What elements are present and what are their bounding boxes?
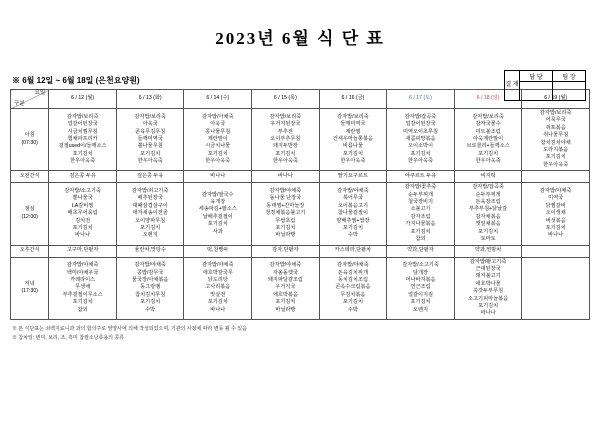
menu-item: 버섯볶음 xyxy=(545,217,566,224)
day-header-1: 6 / 13 (화) xyxy=(116,90,184,109)
menu-item: 무쌈초림 xyxy=(275,217,296,224)
menu-item: 감자밥/야채죽 xyxy=(269,187,302,194)
menu-item: 감자조림 xyxy=(410,213,431,220)
menu-item: 한우아욱죽 xyxy=(543,161,569,168)
menu-cell xyxy=(319,171,387,183)
menu-item: 한우아욱죽 xyxy=(272,158,298,165)
menu-item: 근대된장국 xyxy=(475,265,501,272)
menu-item: 동태찜+간마늘장 xyxy=(266,202,305,209)
row-label-0 xyxy=(11,109,49,171)
menu-item: 콘옥수크림볶음 xyxy=(335,284,371,291)
menu-cell xyxy=(387,257,455,319)
menu-cell xyxy=(49,171,117,183)
menu-item: 감자밥/보리죽 xyxy=(134,113,166,120)
menu-item: 순두부찌개 xyxy=(475,191,501,198)
menu-item: 새콤피망볶음 xyxy=(405,135,436,142)
menu-cell xyxy=(522,257,590,319)
menu-item: 돼지파달걀조림 xyxy=(267,277,303,284)
menu-item: 포기김치 xyxy=(207,221,228,228)
menu-item: 감자밥/꽃추죽 xyxy=(404,184,437,191)
week-range-subtitle: ※ 6월 12일 ~ 6월 18일 (은천요양원) xyxy=(12,76,140,85)
menu-item: 고사리볶음 xyxy=(205,284,231,291)
menu-item: 돼지두반장 xyxy=(272,143,298,150)
menu-item: 애호박나물 xyxy=(475,280,501,287)
menu-item: 햄채파프리카 xyxy=(67,135,98,142)
menu-item: 쥐포볶음 xyxy=(545,124,566,131)
menu-item: 애겨새송이전골 xyxy=(132,210,168,217)
menu-item: 아욱국 xyxy=(142,121,158,128)
menu-cell xyxy=(252,109,320,171)
menu-item: 포기김치 xyxy=(478,302,499,309)
menu-cell xyxy=(319,257,387,319)
menu-item: 닭개장 xyxy=(412,269,429,276)
menu-item: 미역국 xyxy=(548,195,564,202)
menu-item: 떡,찬빵두 xyxy=(207,247,229,254)
menu-item: 참외 xyxy=(415,236,426,243)
menu-item: 돈육장조림 xyxy=(475,199,501,206)
menu-item: 쑥갓두부무침 xyxy=(473,288,504,295)
menu-item: 포기김치 xyxy=(207,150,228,157)
menu-item: 포기김치 xyxy=(478,228,499,235)
menu-item: 순두부찌개 xyxy=(407,191,434,198)
menu-item: 배초무어묶림 xyxy=(67,210,98,217)
menu-item: 감자밥/야채죽 xyxy=(337,187,369,194)
menu-item: 깻잎채볶음 xyxy=(475,221,501,228)
menu-item: 부추전 xyxy=(277,128,293,135)
menu-cell xyxy=(49,245,117,257)
row-label-3 xyxy=(11,245,49,257)
menu-item: 애호박볶음 xyxy=(272,291,298,298)
menu-item: 고구마,단팥자 xyxy=(66,247,99,254)
menu-item: 감자밥/쌀국수 xyxy=(202,191,234,198)
menu-item: 건새우마늘쫑볶음 xyxy=(332,135,373,142)
menu-item: 수박 xyxy=(347,232,358,239)
menu-item: 참치김치무침 xyxy=(135,291,166,298)
menu-cell xyxy=(319,183,387,245)
footnote-1: ※ 참차일: 변미, 보리, 조, 흑미 찹쌀소낭류용의 콩류 xyxy=(12,334,125,341)
menu-item: 오이볶음고기 xyxy=(337,202,368,209)
menu-item: 대패삼겹살구이 xyxy=(132,202,168,209)
menu-item: 오렌지 xyxy=(142,232,158,239)
menu-item: 감자밥/소고기죽 xyxy=(64,187,101,194)
menu-item: 북어무국 xyxy=(342,195,363,202)
menu-item: 감자밥/보리죽 xyxy=(269,113,302,120)
row-label-2 xyxy=(11,183,49,245)
row-label-line1: 점심 xyxy=(24,206,35,213)
menu-item: 김치전 xyxy=(75,217,91,224)
page-title: 2023년 6월 식 단 표 xyxy=(215,29,385,48)
menu-item: 포기김치 xyxy=(478,150,499,157)
menu-item: 자올돌깻국 xyxy=(272,269,298,276)
menu-item: 콩밥/감무국 xyxy=(136,269,164,276)
menu-cell xyxy=(184,257,252,319)
menu-item: 감자밥/보리죽 xyxy=(539,110,572,116)
row-label-4 xyxy=(11,257,49,319)
menu-cell xyxy=(252,245,320,257)
menu-item: 연근조림 xyxy=(410,284,431,291)
menu-item: 감자밥/야채죽 xyxy=(134,262,166,269)
day-header-6: 6 / 18 (일) xyxy=(454,90,522,109)
menu-item: 포기김치 xyxy=(140,224,161,231)
menu-cell xyxy=(49,183,117,245)
menu-item: 토마토 xyxy=(480,236,496,243)
menu-item: 얼갈이지짐 xyxy=(407,291,434,298)
menu-item: 바나나 xyxy=(210,306,226,313)
menu-item: 포기김치 xyxy=(275,150,296,157)
menu-item: 약과,찐밤차 xyxy=(474,247,502,254)
menu-item: 동치김치조림 xyxy=(337,277,368,284)
menu-row-2 xyxy=(11,183,590,245)
menu-item: 포기김치 xyxy=(342,224,363,231)
menu-item: 들깨미역국 xyxy=(340,121,366,128)
menu-item: 율란차,맛탕수 xyxy=(134,247,166,254)
menu-item: 겉절used이/들깨소스 xyxy=(58,143,107,150)
menu-item: 포기김치 xyxy=(410,228,431,235)
menu-cell xyxy=(522,171,590,183)
menu-item: 수박 xyxy=(145,306,156,313)
menu-item: LA갈비찜 xyxy=(71,202,94,209)
menu-row-4 xyxy=(11,257,590,319)
menu-item: 감자밥/보리죽 xyxy=(66,113,99,120)
menu-item: 들깨미역국 xyxy=(137,135,163,142)
menu-item: 포기김치 xyxy=(275,224,296,231)
menu-cell xyxy=(116,171,184,183)
menu-item: 아욱국 xyxy=(210,121,226,128)
menu-item: 비름나물 xyxy=(342,143,363,150)
menu-item: 감자밥/잡곡죽 xyxy=(472,184,504,191)
menu-item: 세송파김+팔소스 xyxy=(198,206,237,213)
menu-item: 감자밥/잡곡죽 xyxy=(404,113,437,120)
menu-item: 물국장/아채볶음 xyxy=(131,277,169,284)
menu-cell xyxy=(252,183,320,245)
menu-item: 오이소박이 xyxy=(407,143,434,150)
row-label-line2: (17:30) xyxy=(21,288,38,295)
approval-label: 결 재 xyxy=(505,71,520,101)
menu-item: 카스테라,단팥차 xyxy=(334,247,372,254)
menu-item: 부추겉절이무소스 xyxy=(62,291,103,298)
menu-item: 백미/야채우국 xyxy=(66,269,99,276)
menu-item: 감자밥/팥고기죽 xyxy=(469,258,507,265)
menu-item: 카레라이스 xyxy=(70,277,96,284)
menu-item: 감자밥/보리죽 xyxy=(472,113,504,120)
day-header-0: 6 / 12 (월) xyxy=(49,90,117,109)
day-header-7: 6 / 19 (월) xyxy=(522,90,590,109)
approval-header-1: 팀 장 xyxy=(553,71,586,82)
menu-item: 바나나 xyxy=(75,232,91,239)
menu-item: 부추부침+닭날갈 xyxy=(469,206,508,213)
menu-item: 검은콩 두유 xyxy=(136,173,164,180)
menu-cell xyxy=(49,257,117,319)
menu-cell xyxy=(454,257,522,319)
menu-item: 취나물무침 xyxy=(543,132,569,139)
approval-header-0: 담 당 xyxy=(520,71,553,82)
menu-item: 날배추겉절이 xyxy=(202,213,233,220)
approval-cell-1 xyxy=(553,82,586,101)
menu-item: 뿐나물국 xyxy=(72,195,93,202)
menu-item: 쫄나물무침 xyxy=(137,143,163,150)
day-header-3: 6 / 15 (목) xyxy=(252,90,320,109)
menu-item: 바나나 xyxy=(277,173,293,180)
menu-item: 오이양파무침 xyxy=(135,217,166,224)
menu-item: 동그랑땡 xyxy=(140,284,161,291)
menu-cell xyxy=(387,109,455,171)
menu-item: 콘육무김무침 xyxy=(135,128,166,135)
menu-item: 시금치나물 xyxy=(205,143,231,150)
menu-item: 한우아욱죽 xyxy=(340,158,366,165)
menu-cell xyxy=(454,109,522,171)
menu-item: 우거지국 xyxy=(275,284,296,291)
footnote-0: ※ 본 식단표는 쇠백지료니과 과의 합의주로 영양사에 의해 작성되었으며, 기관의 사정에 따라 변동 될 수 있음 xyxy=(12,325,247,332)
menu-cell xyxy=(252,171,320,183)
row-label-line1: 아침 xyxy=(24,132,35,139)
row-label-line2: (07:30) xyxy=(21,139,38,146)
menu-item: 감자밥/야채죽 xyxy=(269,262,302,269)
menu-row-0 xyxy=(11,109,590,171)
menu-item: 포기김치 xyxy=(72,150,93,157)
menu-item: 돼지불고기 xyxy=(475,273,501,280)
menu-cell xyxy=(522,183,590,245)
menu-item: 소불고기 xyxy=(410,206,431,213)
menu-item: 포기김치 xyxy=(275,299,296,306)
day-header-5: 6 / 17 (토) xyxy=(387,90,455,109)
menu-item: 소고기피마늘볶음 xyxy=(468,295,509,302)
menu-item: 머나바지볶음 xyxy=(405,277,436,284)
menu-cell xyxy=(184,109,252,171)
weekly-menu-table xyxy=(10,89,590,320)
menu-row-3 xyxy=(11,245,590,257)
row-label-line1: 오전간식 xyxy=(19,173,40,180)
menu-item: 가지나물볶음 xyxy=(405,221,436,228)
row-label-1 xyxy=(11,171,49,183)
menu-item: 포기김치 xyxy=(545,224,566,231)
menu-item: 오이부추무침 xyxy=(270,135,301,142)
menu-item: 청국장비지 xyxy=(407,199,434,206)
menu-item: 감자채볶음 xyxy=(475,213,501,220)
corner-top-label: 요일 xyxy=(34,90,46,96)
menu-item: 바닐라빵 xyxy=(275,306,296,313)
menu-item: 한우아욱죽 xyxy=(407,158,434,165)
menu-item: 감자밥/야채죽 xyxy=(202,262,234,269)
menu-item: 한우아욱죽 xyxy=(475,158,501,165)
menu-item: 감자밥/쇠고기죽 xyxy=(131,187,169,194)
menu-item: 미트볼조림 xyxy=(475,128,501,135)
menu-item: 참나물겉절이 xyxy=(337,210,368,217)
menu-item: 한우아욱죽 xyxy=(70,158,96,165)
menu-cell xyxy=(454,245,522,257)
menu-item: 닭도리탕 xyxy=(207,277,228,284)
menu-item: 닭찜갈비 xyxy=(545,202,566,209)
menu-cell xyxy=(387,171,455,183)
menu-item: 무생채 xyxy=(75,284,91,291)
menu-cell xyxy=(49,109,117,171)
menu-item: 돌나물 난장국 xyxy=(269,195,302,202)
menu-item: 한우아욱죽 xyxy=(205,158,231,165)
menu-item: 청경채볶음불고기 xyxy=(265,210,306,217)
menu-item: 감자밥/보리죽 xyxy=(337,113,369,120)
menu-item: 오이생채 xyxy=(545,210,566,217)
menu-item: 한우아욱죽 xyxy=(137,158,163,165)
menu-item: 아욱계란말이 xyxy=(473,135,504,142)
menu-item: 미역오이초무침 xyxy=(402,128,439,135)
menu-item: 포기김치 xyxy=(545,154,566,161)
approval-cell-0 xyxy=(520,82,553,101)
menu-item: 양배추찜+쌈장 xyxy=(336,217,370,224)
menu-item: 야쿠르트 두유 xyxy=(404,173,437,180)
day-header-2: 6 / 14 (수) xyxy=(184,90,252,109)
menu-item: 딸기요구르트 xyxy=(337,173,368,180)
menu-item: 애호박갈국무 xyxy=(202,269,233,276)
menu-item: 육개장 xyxy=(210,199,226,206)
menu-item: 바나나 xyxy=(548,232,564,239)
corner-bottom-label: 구분 xyxy=(14,100,25,107)
menu-item: 감자밥/소고기죽 xyxy=(402,262,439,269)
row-label-line1: 오후간식 xyxy=(19,247,40,254)
menu-item: 어묵무국 xyxy=(545,117,566,124)
menu-cell xyxy=(184,245,252,257)
menu-cell xyxy=(252,257,320,319)
menu-cell xyxy=(387,183,455,245)
menu-item: 감자밥/야채죽 xyxy=(539,187,572,194)
menu-cell xyxy=(184,183,252,245)
menu-item: 포기김치 xyxy=(207,299,228,306)
menu-item: 무김치볶음 xyxy=(340,291,366,298)
menu-item: 배추된장국 xyxy=(137,195,163,202)
menu-item: 바나나 xyxy=(210,173,226,180)
menu-item: 계란찜 xyxy=(345,128,361,135)
menu-item: 포기김치 xyxy=(72,224,93,231)
row-label-line2: (12:00) xyxy=(21,213,38,220)
approval-box xyxy=(504,70,586,101)
menu-document xyxy=(0,24,600,448)
menu-cell xyxy=(184,171,252,183)
menu-item: 포기김치 xyxy=(140,299,161,306)
menu-item: 감자밥/야채죽 xyxy=(337,262,369,269)
menu-cell xyxy=(319,109,387,171)
menu-item: 시금치찜무침 xyxy=(67,128,98,135)
menu-cell xyxy=(319,245,387,257)
menu-item: 참치김치야채 xyxy=(540,139,571,146)
menu-item: 참외 xyxy=(77,306,88,313)
corner-header xyxy=(11,90,49,109)
menu-cell xyxy=(454,171,522,183)
menu-cell xyxy=(116,257,184,319)
menu-item: 포기김치 xyxy=(342,150,363,157)
menu-row-1 xyxy=(11,171,590,183)
menu-item: 바닐라빵 xyxy=(275,232,296,239)
menu-item: 포기김치 xyxy=(72,299,93,306)
menu-cell xyxy=(387,245,455,257)
table-header-row xyxy=(11,90,590,109)
row-label-line1: 저녁 xyxy=(24,280,35,287)
menu-item: 약과,단팥자 xyxy=(407,247,434,254)
menu-item: 검은콩 두유 xyxy=(69,173,96,180)
menu-item: 오렌지 xyxy=(412,306,429,313)
menu-item: 바나나 xyxy=(480,310,496,317)
table-body xyxy=(11,109,590,320)
menu-item: 사과 xyxy=(212,228,223,235)
menu-item: 얼갈이된장국 xyxy=(405,121,436,128)
menu-cell xyxy=(116,109,184,171)
menu-item: 포기김치 xyxy=(410,150,431,157)
menu-item: 맛살전 xyxy=(210,291,226,298)
menu-item: 포기김치 xyxy=(140,150,161,157)
menu-cell xyxy=(116,183,184,245)
menu-item: 비지떡 xyxy=(480,173,496,180)
day-header-4: 6 / 16 (금) xyxy=(319,90,387,109)
menu-item: 감자밥/야채죽 xyxy=(66,262,99,269)
menu-item: 우거지된장국 xyxy=(270,121,301,128)
menu-cell xyxy=(522,245,590,257)
menu-item: 브로콜리+들깨소스 xyxy=(466,143,510,150)
menu-item: 돈육김치찌개 xyxy=(337,269,368,276)
menu-item: 포기김치 xyxy=(410,299,431,306)
menu-item: 수박 xyxy=(347,306,358,313)
menu-item: 계란말이 xyxy=(207,135,228,142)
menu-cell xyxy=(522,109,590,171)
menu-item: 감자국물수 xyxy=(475,121,501,128)
menu-item: 도라지볶음 xyxy=(543,147,569,154)
menu-cell xyxy=(454,183,522,245)
menu-cell xyxy=(116,245,184,257)
menu-item: 감자,단팥자 xyxy=(272,247,299,254)
menu-item: 콩나물무침 xyxy=(205,128,231,135)
menu-item: 감자밥/아채죽 xyxy=(202,113,234,120)
menu-item: 포기김치 xyxy=(342,299,363,306)
menu-item: 얼갈이된장국 xyxy=(67,121,98,128)
